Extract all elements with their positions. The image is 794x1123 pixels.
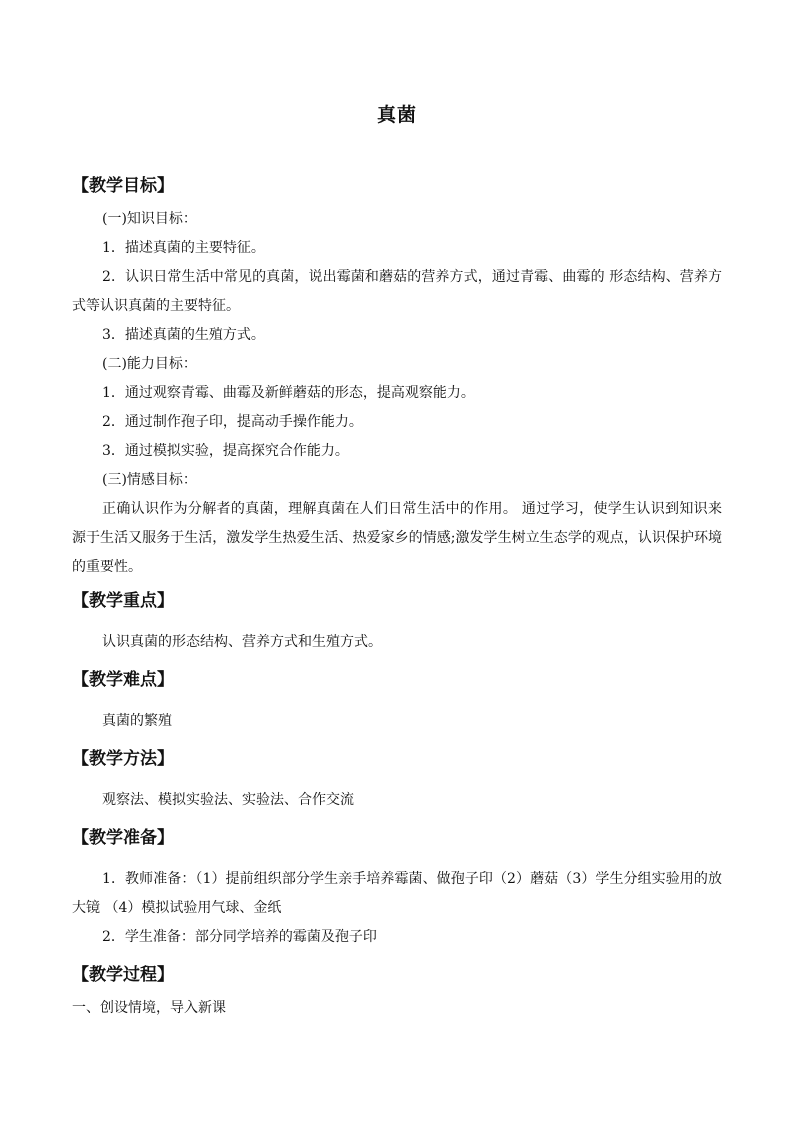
- methods-text: 观察法、模拟实验法、实验法、合作交流: [102, 792, 354, 808]
- emotion-goals-text: 正确认识作为分解者的真菌，理解真菌在人们日常生活中的作用。 通过学习，使学生认识到知识来源于生活又服务于生活，激发学生热爱生活、热爱家乡的情感;激发学生树立生态学的观点，认识保护环境的重要性。: [72, 501, 722, 575]
- emotion-goals-label: (三)情感目标：: [102, 472, 197, 488]
- knowledge-goal-item: 3．描述真菌的生殖方式。: [102, 327, 265, 343]
- ability-goal-item: 1．通过观察青霉、曲霉及新鲜蘑菇的形态，提高观察能力。: [102, 385, 475, 401]
- heading-key-points: 【教学重点】: [72, 591, 174, 611]
- difficulties-text: 真菌的繁殖: [102, 713, 172, 729]
- teacher-preparation-text: 1．教师准备：（1）提前组织部分学生亲手培养霉菌、做孢子印（2）蘑菇（3）学生分组实验用的放大镜 （4）模拟试验用气球、金纸: [72, 871, 722, 916]
- heading-difficulties: 【教学难点】: [72, 670, 174, 690]
- page-title: 真菌: [376, 104, 417, 126]
- knowledge-goal-item: 2．认识日常生活中常见的真菌，说出霉菌和蘑菇的营养方式，通过青霉、曲霉的 形态结构、营养方式等认识真菌的主要特征。: [72, 269, 722, 314]
- heading-preparation: 【教学准备】: [72, 828, 174, 848]
- heading-process: 【教学过程】: [72, 965, 174, 985]
- key-points-text: 认识真菌的形态结构、营养方式和生殖方式。: [102, 634, 382, 650]
- knowledge-goal-item: 1．描述真菌的主要特征。: [102, 240, 265, 256]
- heading-methods: 【教学方法】: [72, 749, 174, 769]
- ability-goal-item: 2．通过制作孢子印，提高动手操作能力。: [102, 414, 363, 430]
- knowledge-goals-label: (一)知识目标：: [102, 211, 197, 227]
- student-preparation-text: 2．学生准备：部分同学培养的霉菌及孢子印: [102, 929, 377, 945]
- ability-goal-item: 3．通过模拟实验，提高探究合作能力。: [102, 443, 349, 459]
- heading-teaching-goals: 【教学目标】: [72, 176, 174, 196]
- process-step-1: 一、创设情境，导入新课: [72, 1000, 226, 1016]
- ability-goals-label: (二)能力目标：: [102, 356, 197, 372]
